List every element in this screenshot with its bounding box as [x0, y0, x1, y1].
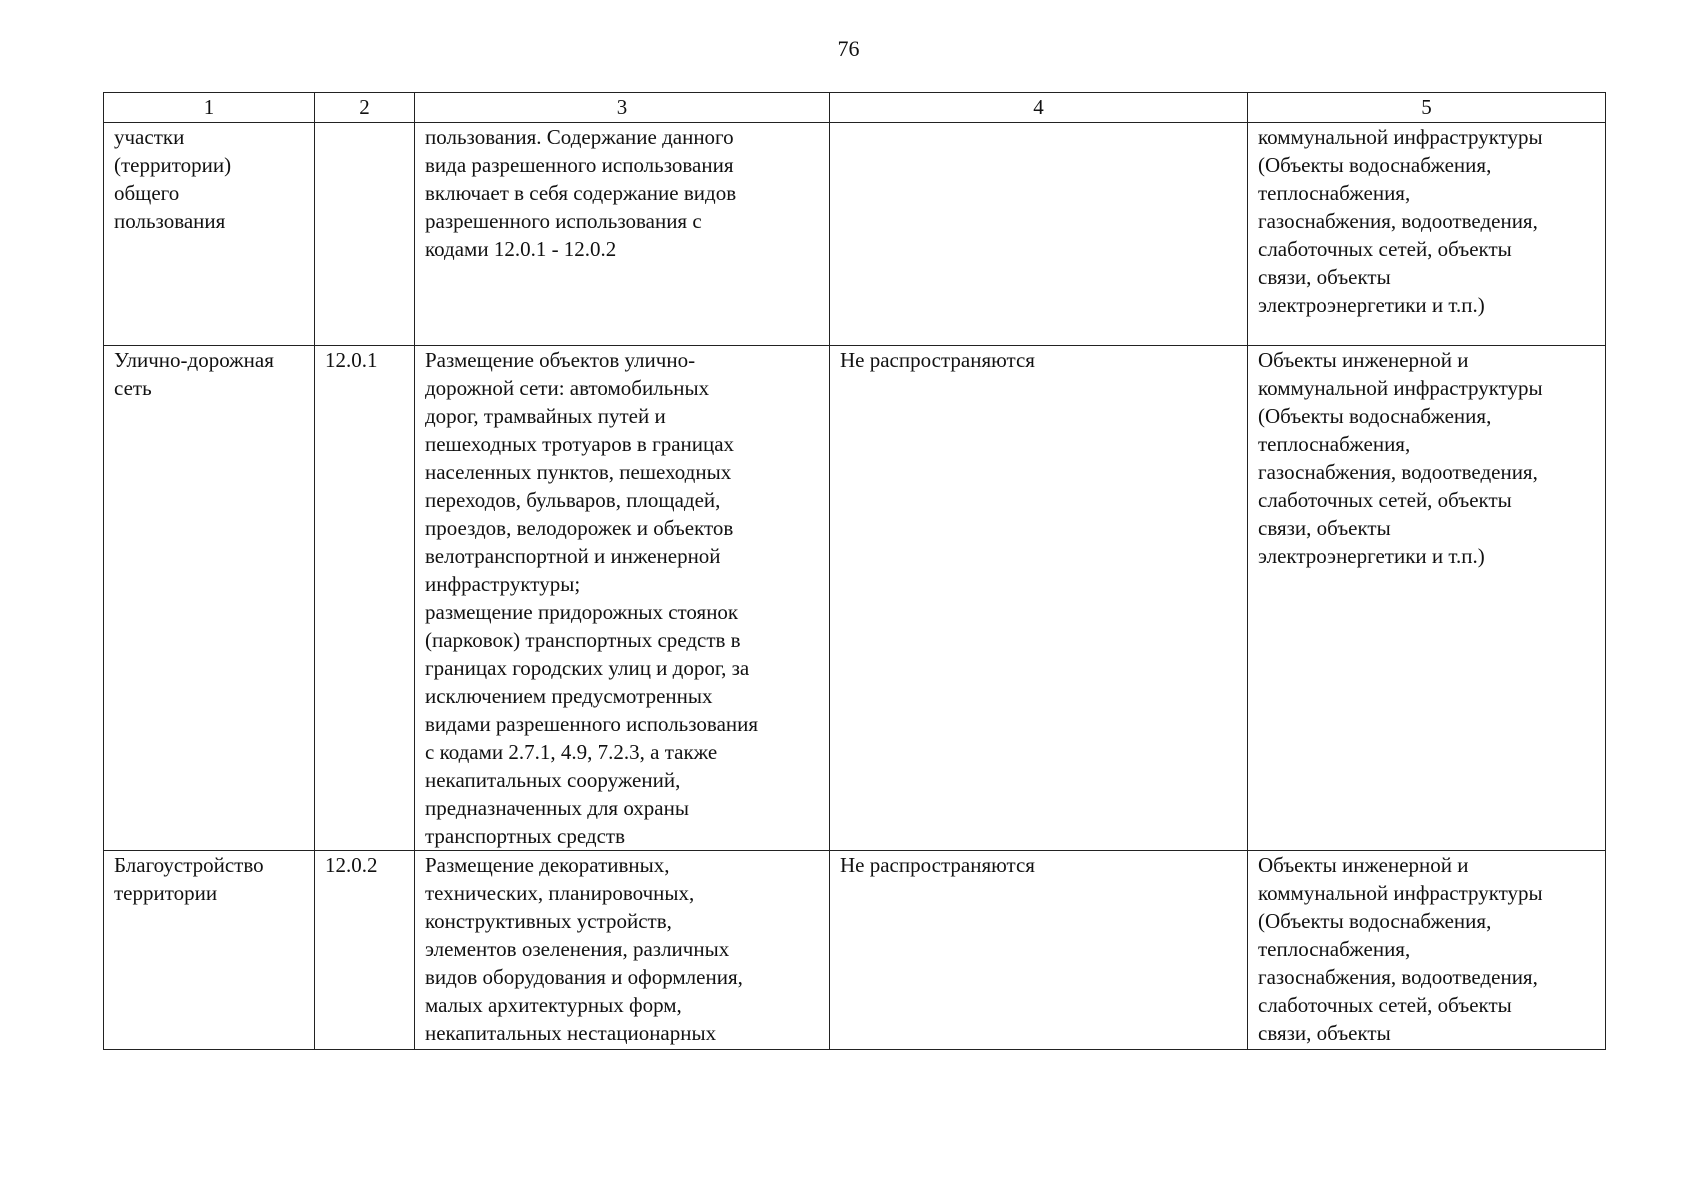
use-description-cell: пользования. Содержание данного вида разрешенного использования включает в себя содержание видов разрешенного использования с кодами 12.0.1 - 12.0.2 [415, 123, 830, 346]
use-code-cell: 12.0.1 [315, 346, 415, 851]
use-name-cell: Улично-дорожная сеть [104, 346, 315, 851]
page-number: 76 [837, 36, 860, 61]
header-col-5: 5 [1248, 93, 1606, 123]
use-name-cell: Благоустройство территории [104, 851, 315, 1050]
limits-cell: Не распространяются [830, 851, 1248, 1050]
table-row [104, 346, 1606, 851]
use-code-cell: 12.0.2 [315, 851, 415, 1050]
table-row [104, 851, 1606, 1050]
limits-cell: Не распространяются [830, 346, 1248, 851]
table-row [104, 123, 1606, 346]
limits-cell [830, 123, 1248, 346]
use-code-cell [315, 123, 415, 346]
use-description-cell: Размещение декоративных, технических, планировочных, конструктивных устройств, элементов озеленения, различных видов оборудования и оформления, малых архитектурных форм, некапитальных нестационарных [415, 851, 830, 1050]
objects-cell: Объекты инженерной и коммунальной инфраструктуры (Объекты водоснабжения, теплоснабжения, газоснабжения, водоотведения, слаботочных сетей, объекты связи, объекты [1248, 851, 1606, 1050]
use-name-cell: участки (территории) общего пользования [104, 123, 315, 346]
header-col-3: 3 [415, 93, 830, 123]
header-col-2: 2 [315, 93, 415, 123]
header-row [104, 93, 1606, 123]
objects-cell: Объекты инженерной и коммунальной инфраструктуры (Объекты водоснабжения, теплоснабжения, газоснабжения, водоотведения, слаботочных сетей, объекты связи, объекты электроэнергетики и т.п.) [1248, 346, 1606, 851]
header-col-1: 1 [104, 93, 315, 123]
land-use-table [103, 92, 1606, 1050]
use-description-cell: Размещение объектов улично- дорожной сети: автомобильных дорог, трамвайных путей и пешеходных тротуаров в границах населенных пунктов, пешеходных переходов, бульваров, площадей, проездов, велодорожек и объектов велотранспортной и инженерной инфраструктуры; размещение придорожных стоянок (парковок) транспортных средств в границах городских улиц и дорог, за исключением предусмотренных видами разрешенного использования с кодами 2.7.1, 4.9, 7.2.3, а также некапитальных сооружений, предназначенных для охраны транспортных средств [415, 346, 830, 851]
objects-cell: коммунальной инфраструктуры (Объекты водоснабжения, теплоснабжения, газоснабжения, водоотведения, слаботочных сетей, объекты связи, объекты электроэнергетики и т.п.) [1248, 123, 1606, 346]
header-col-4: 4 [830, 93, 1248, 123]
